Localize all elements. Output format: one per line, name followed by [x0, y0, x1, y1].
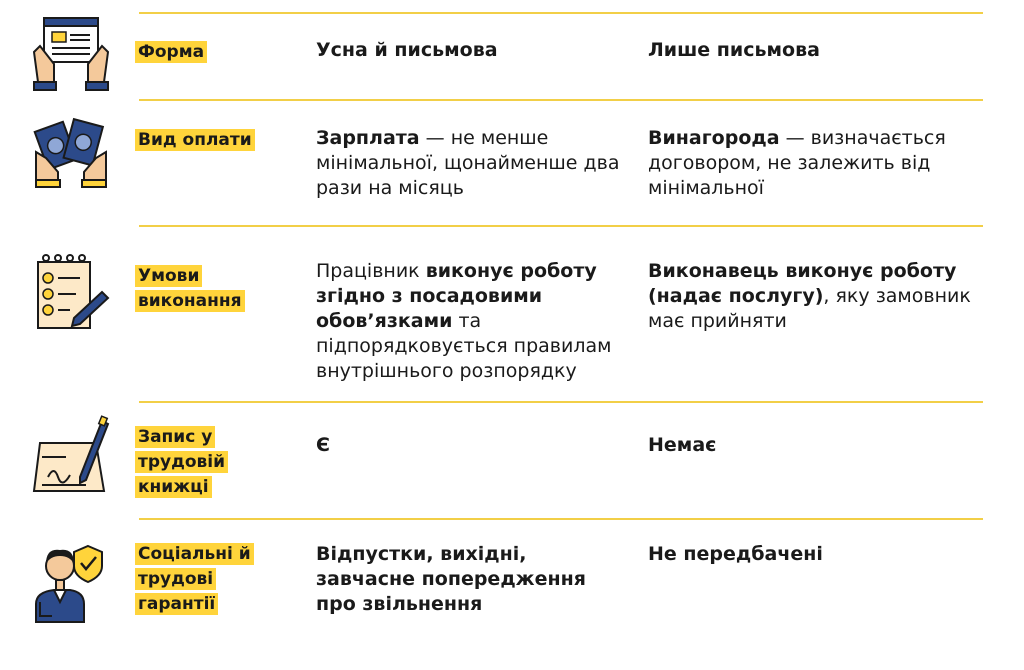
row-label-text: Умови виконання — [135, 265, 245, 312]
cell-text: Не передбачені — [648, 543, 823, 565]
cell-text: Лише письмова — [648, 39, 820, 61]
checklist-pen-icon — [30, 252, 112, 334]
cell-text: та підпорядковується правилам внутрішнього розпорядку — [316, 310, 612, 382]
row-label — [135, 128, 270, 153]
civil-contract-cell — [648, 259, 978, 334]
row-divider — [139, 225, 983, 227]
row-label-text: Вид оплати — [135, 129, 255, 151]
civil-contract-cell — [648, 126, 978, 201]
cell-bold-text: Виконавець виконує роботу (надає послугу) — [648, 260, 957, 307]
money-hands-icon — [30, 108, 112, 190]
cell-text: Працівник — [316, 260, 426, 282]
cell-bold-text: Винагорода — [648, 127, 780, 149]
row-divider — [139, 99, 983, 101]
employment-contract-cell — [316, 542, 621, 617]
row-divider — [139, 518, 983, 520]
civil-contract-cell — [648, 38, 978, 63]
cell-text: Немає — [648, 434, 717, 456]
cell-bold-text: Зарплата — [316, 127, 420, 149]
cell-text: Відпустки, вихідні, завчасне попередження про звільнення — [316, 543, 586, 615]
row-label-text: Запис у трудовій книжці — [135, 426, 228, 498]
row-label — [135, 425, 270, 500]
cell-text: — не менше мінімальної, щонайменше два рази на місяць — [316, 127, 620, 199]
row-label-text: Соціальні й трудові гарантії — [135, 543, 254, 615]
employment-contract-cell — [316, 38, 621, 63]
civil-contract-cell — [648, 542, 978, 567]
row-label-text: Форма — [135, 41, 207, 63]
row-divider — [139, 401, 983, 403]
document-hands-icon — [30, 12, 112, 94]
person-shield-icon — [30, 542, 112, 624]
cell-text: , яку замовник має прийняти — [648, 285, 971, 332]
signature-pen-icon — [30, 415, 112, 497]
row-label — [135, 542, 270, 617]
civil-contract-cell — [648, 433, 978, 458]
row-label — [135, 264, 270, 314]
row-divider — [139, 12, 983, 14]
cell-text: Усна й письмова — [316, 39, 498, 61]
employment-contract-cell — [316, 259, 621, 384]
cell-bold-text: виконує роботу згідно з посадовими обов’язками — [316, 260, 597, 332]
row-label — [135, 40, 270, 65]
cell-text: Є — [316, 434, 330, 456]
cell-text: — визначається договором, не залежить від мінімальної — [648, 127, 946, 199]
employment-contract-cell — [316, 433, 621, 458]
employment-contract-cell — [316, 126, 621, 201]
